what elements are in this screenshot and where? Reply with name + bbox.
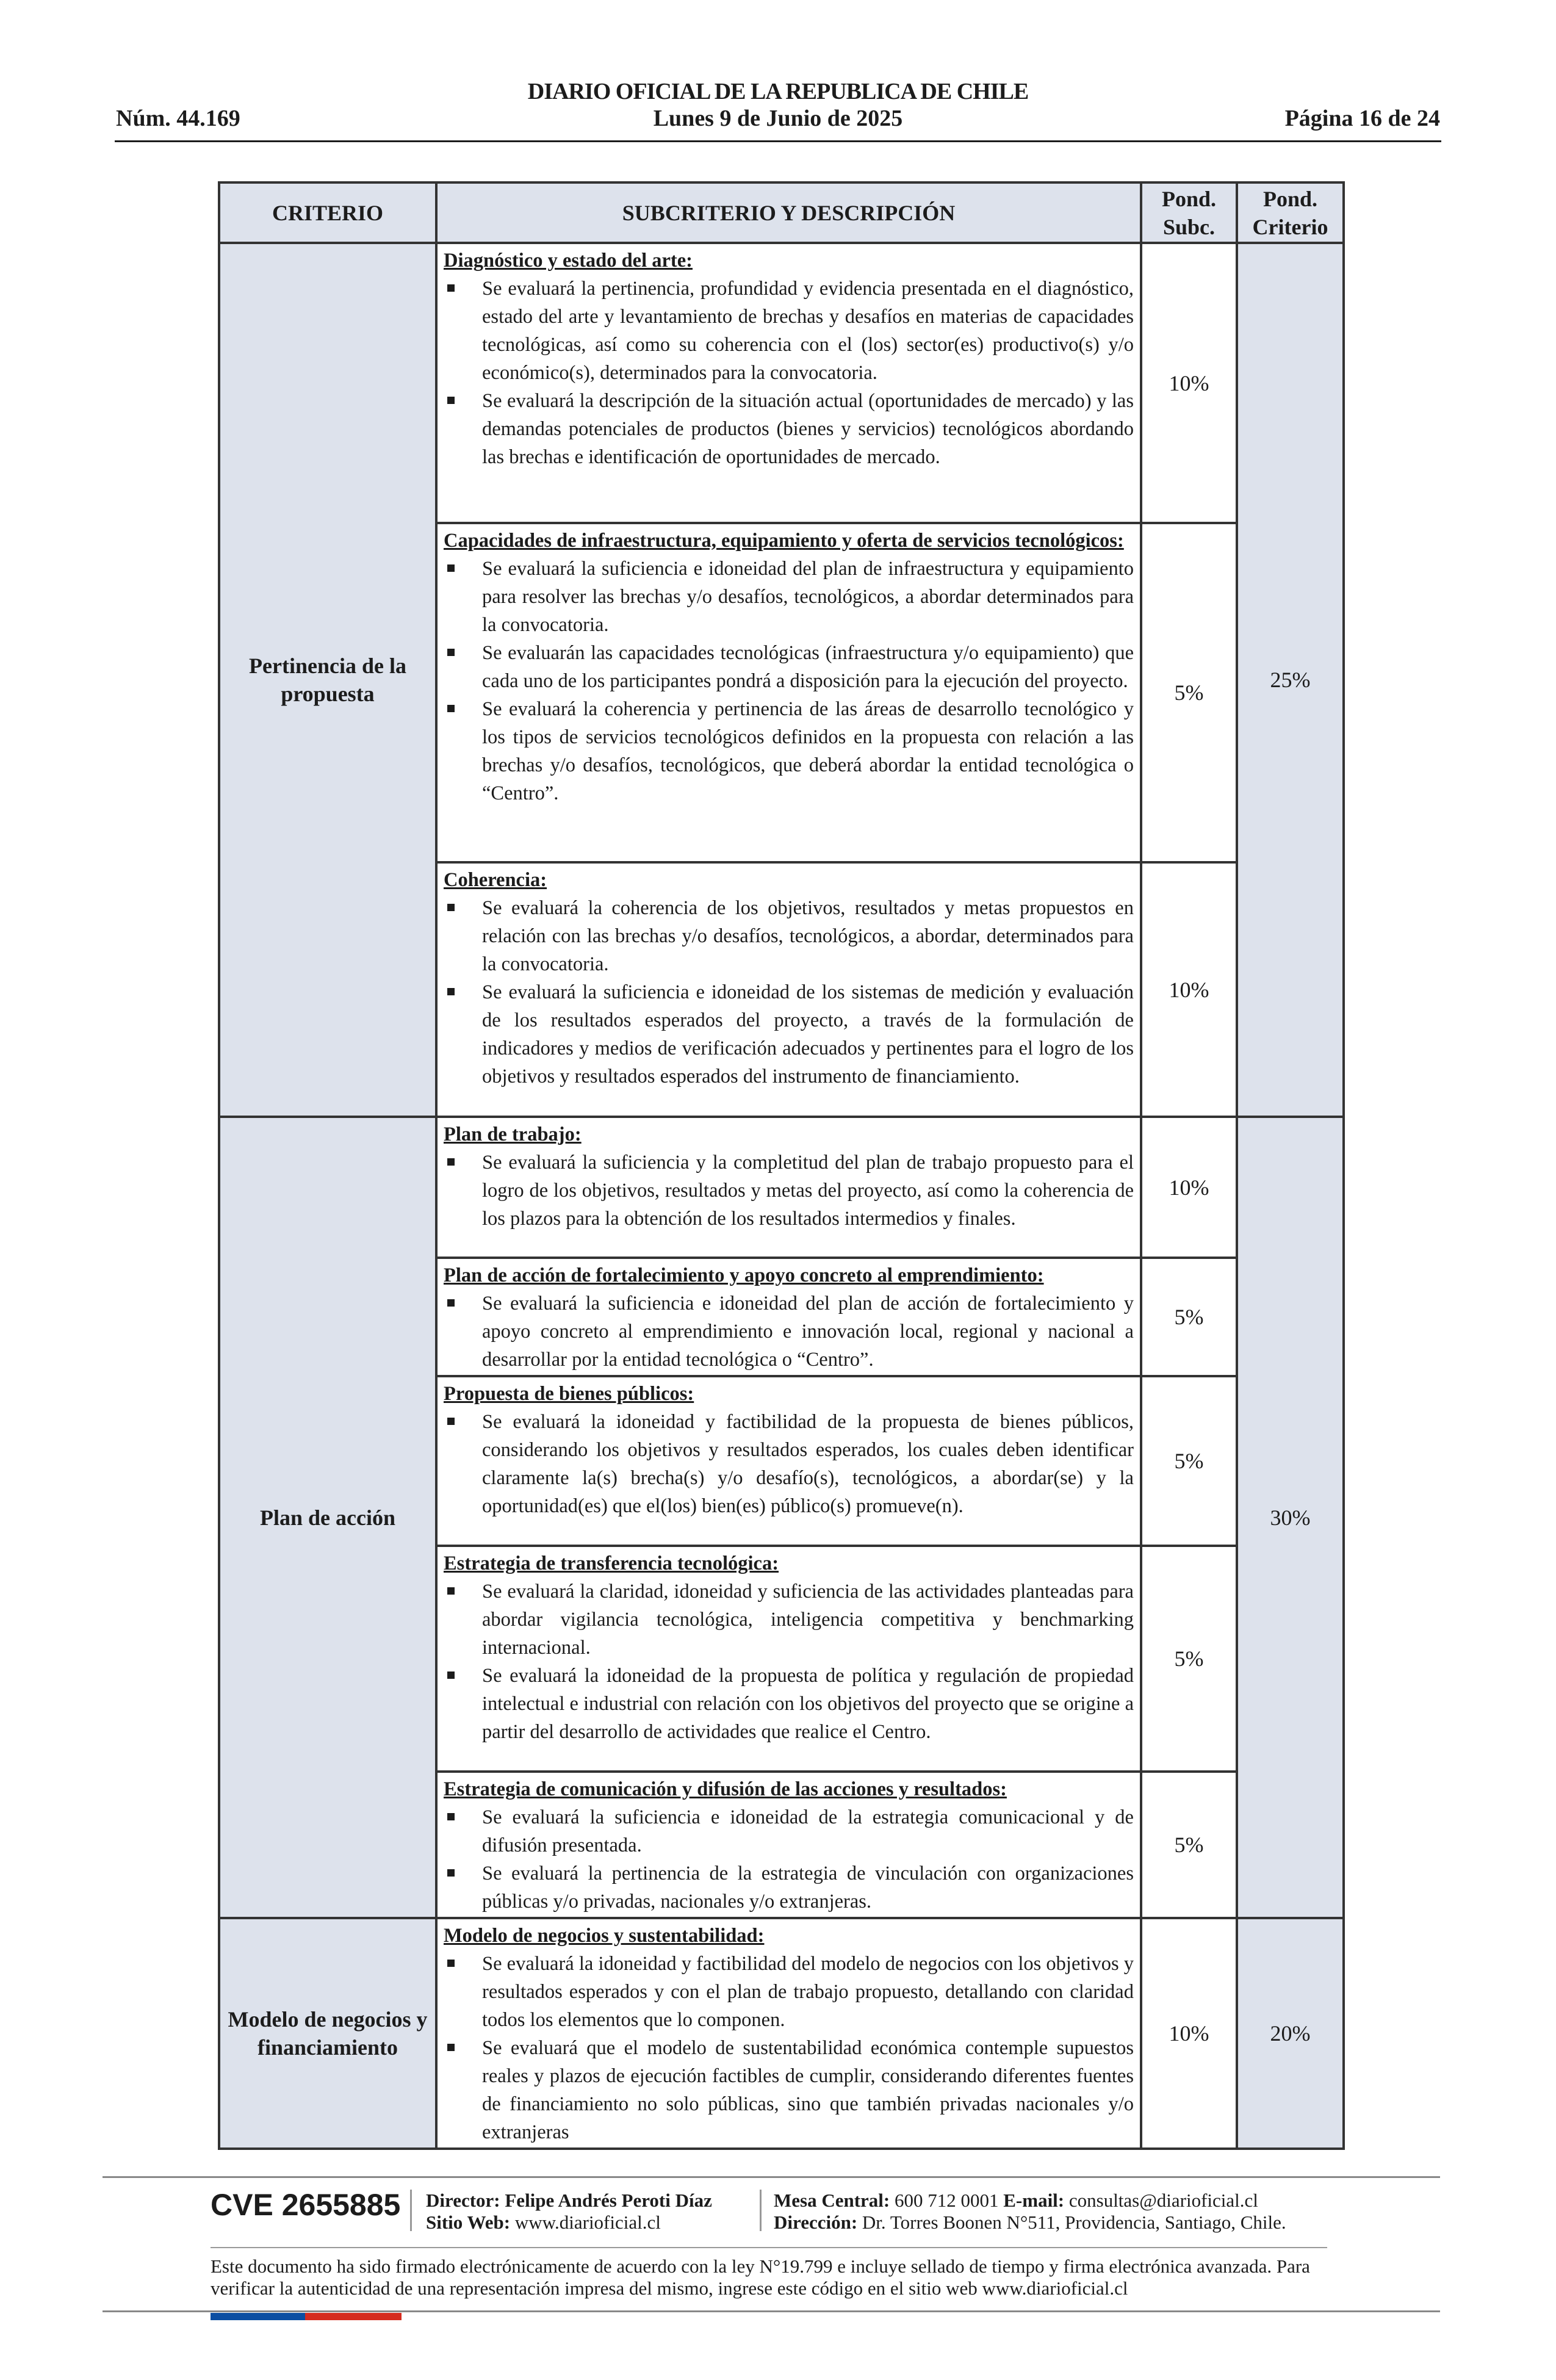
subcriterion-title: Estrategia de transferencia tecnológica: bbox=[444, 1552, 779, 1574]
list-item: Se evaluará la pertinencia de la estrategia de vinculación con organizaciones públicas y/o privadas, nacionales y/o extranjeras. bbox=[444, 1859, 1134, 1916]
issue-date: Lunes 9 de Junio de 2025 bbox=[653, 106, 903, 131]
subcriterion-description bbox=[436, 1376, 1141, 1546]
legal-notice: Este documento ha sido firmado electrónicamente de acuerdo con la ley N°19.799 e incluye sellado de tiempo y firma electrónica avanzada. Para verificar la autenticidad de una representación impresa del mismo, ingrese este código en el sitio web www.diarioficial.cl bbox=[211, 2256, 1310, 2299]
list-item: Se evaluará la suficiencia e idoneidad del plan de acción de fortalecimiento y apoyo concreto al emprendimiento e innovación local, regional y nacional a desarrollar por la entidad tecnológica o “Centro”. bbox=[444, 1289, 1134, 1374]
list-item: Se evaluará la coherencia y pertinencia de las áreas de desarrollo tecnológico y los tipos de servicios tecnológicos definidos en la propuesta con relación a las brechas y/o desafíos, tecnológicos, que deberá abordar la entidad tecnológica o “Centro”. bbox=[444, 695, 1134, 807]
bullet-square-icon bbox=[447, 397, 455, 404]
address-line: Dirección: Dr. Torres Boonen N°511, Providencia, Santiago, Chile. bbox=[774, 2212, 1286, 2233]
criterion-weight: 25% bbox=[1237, 243, 1344, 1117]
issue-number: Núm. 44.169 bbox=[116, 106, 240, 131]
subcriterion-weight: 5% bbox=[1141, 1772, 1237, 1918]
bullet-square-icon bbox=[447, 1299, 455, 1307]
subcriterion-title: Coherencia: bbox=[444, 869, 547, 891]
table-header-row bbox=[219, 182, 1344, 243]
subcriterion-description bbox=[436, 862, 1141, 1117]
subcriterion-description bbox=[436, 243, 1141, 523]
subcriterion-title: Estrategia de comunicación y difusión de las acciones y resultados: bbox=[444, 1778, 1007, 1800]
newspaper-title: DIARIO OFICIAL DE LA REPUBLICA DE CHILE bbox=[527, 79, 1029, 104]
subcriterion-weight: 10% bbox=[1141, 862, 1237, 1117]
bullet-square-icon bbox=[447, 705, 455, 712]
subcriterion-title: Modelo de negocios y sustentabilidad: bbox=[444, 1925, 765, 1947]
bullet-square-icon bbox=[447, 1869, 455, 1877]
table-row bbox=[219, 1117, 1344, 1258]
bullet-square-icon bbox=[447, 1960, 455, 1967]
table-row bbox=[219, 1918, 1344, 2149]
bullet-square-icon bbox=[447, 1587, 455, 1595]
subcriterion-weight: 10% bbox=[1141, 243, 1237, 523]
column-header-pond-subc: Pond. Subc. bbox=[1141, 182, 1237, 243]
subcriterion-description bbox=[436, 1117, 1141, 1258]
footer-contact-block bbox=[774, 2190, 1286, 2234]
subcriterion-title: Capacidades de infraestructura, equipamiento y oferta de servicios tecnológicos: bbox=[444, 530, 1124, 552]
list-item: Se evaluará la suficiencia e idoneidad de los sistemas de medición y evaluación de los resultados esperados del proyecto, a través de la formulación de indicadores y medios de verificación adecuados y pertinentes para el logro de los objetivos y resultados esperados del instrumento de financiamiento. bbox=[444, 978, 1134, 1091]
subcriterion-description bbox=[436, 1546, 1141, 1772]
evaluation-criteria-table bbox=[218, 181, 1345, 2150]
list-item: Se evaluará la coherencia de los objetivos, resultados y metas propuestos en relación con las brechas y/o desafíos, tecnológicos, a abordar, determinados para la convocatoria. bbox=[444, 894, 1134, 978]
subcriterion-weight: 5% bbox=[1141, 1258, 1237, 1376]
subcriterion-weight: 10% bbox=[1141, 1918, 1237, 2149]
bullet-square-icon bbox=[447, 284, 455, 292]
list-item: Se evaluará que el modelo de sustentabilidad económica contemple supuestos reales y plazos de ejecución factibles de cumplir, considerando diferentes fuentes de financiamiento no solo públicas, sino que también privadas nacionales y/o extranjeras bbox=[444, 2034, 1134, 2146]
bullet-square-icon bbox=[447, 1813, 455, 1820]
subcriterion-title: Plan de acción de fortalecimiento y apoyo concreto al emprendimiento: bbox=[444, 1264, 1044, 1286]
footer-director-block bbox=[426, 2190, 712, 2234]
subcriterion-weight: 5% bbox=[1141, 1376, 1237, 1546]
footer-rule bbox=[103, 2176, 1440, 2178]
list-item: Se evaluará la idoneidad de la propuesta de política y regulación de propiedad intelectual e industrial con relación con los objetivos del proyecto que se origine a partir del desarrollo de actividades que realice el Centro. bbox=[444, 1662, 1134, 1746]
list-item: Se evaluará la pertinencia, profundidad y evidencia presentada en el diagnóstico, estado del arte y levantamiento de brechas y desafíos en materias de capacidades tecnológicas, así como su coherencia con el (los) sector(es) productivo(s) y/o económico(s), determinados para la convocatoria. bbox=[444, 275, 1134, 387]
bullet-square-icon bbox=[447, 1158, 455, 1166]
table-row bbox=[219, 243, 1344, 523]
cve-code: CVE 2655885 bbox=[211, 2188, 401, 2222]
footer-divider bbox=[760, 2190, 762, 2231]
column-header-pond-criterio: Pond. Criterio bbox=[1237, 182, 1344, 243]
bullet-square-icon bbox=[447, 649, 455, 656]
subcriterion-weight: 5% bbox=[1141, 523, 1237, 862]
list-item: Se evaluará la idoneidad y factibilidad de la propuesta de bienes públicos, considerando los objetivos y resultados esperados, los cuales deben identificar claramente la(s) brecha(s) y/o desafío(s), tecnológicos, a abordar(se) y la oportunidad(es) que el(los) bien(es) público(s) promueve(n). bbox=[444, 1408, 1134, 1520]
subcriterion-title: Diagnóstico y estado del arte: bbox=[444, 250, 693, 272]
list-item: Se evaluará la suficiencia y la completitud del plan de trabajo propuesto para el logro de los objetivos, resultados y metas del proyecto, así como la coherencia de los plazos para la obtención de los resultados intermedios y finales. bbox=[444, 1149, 1134, 1233]
list-item: Se evaluará la claridad, idoneidad y suficiencia de las actividades planteadas para abordar vigilancia tecnológica, inteligencia competitiva y benchmarking internacional. bbox=[444, 1578, 1134, 1662]
bullet-square-icon bbox=[447, 564, 455, 572]
director-line: Director: Felipe Andrés Peroti Díaz bbox=[426, 2190, 712, 2211]
list-item: Se evaluará la suficiencia e idoneidad de la estrategia comunicacional y de difusión presentada. bbox=[444, 1803, 1134, 1859]
bullet-square-icon bbox=[447, 2044, 455, 2051]
website-line: Sitio Web: www.diarioficial.cl bbox=[426, 2212, 661, 2233]
footer-rule bbox=[103, 2310, 1440, 2312]
website-link[interactable]: www.diarioficial.cl bbox=[514, 2212, 661, 2233]
email-link[interactable]: consultas@diarioficial.cl bbox=[1068, 2190, 1258, 2211]
criterion-weight: 20% bbox=[1237, 1918, 1344, 2149]
subcriterion-description bbox=[436, 1258, 1141, 1376]
bullet-square-icon bbox=[447, 1671, 455, 1679]
list-item: Se evaluará la descripción de la situación actual (oportunidades de mercado) y las demandas potenciales de productos (bienes y servicios) tecnológicos abordando las brechas e identificación de oportunidades de mercado. bbox=[444, 387, 1134, 471]
list-item: Se evaluará la suficiencia e idoneidad del plan de infraestructura y equipamiento para resolver las brechas y/o desafíos, tecnológicos, a abordar determinados para la convocatoria. bbox=[444, 555, 1134, 639]
bullet-square-icon bbox=[447, 904, 455, 911]
subcriterion-weight: 5% bbox=[1141, 1546, 1237, 1772]
list-item: Se evaluarán las capacidades tecnológicas (infraestructura y/o equipamiento) que cada uno de los participantes pondrá a disposición para la ejecución del proyecto. bbox=[444, 639, 1134, 695]
subcriterion-description bbox=[436, 1772, 1141, 1918]
criterion-name: Modelo de negocios y financiamiento bbox=[219, 1918, 436, 2149]
contact-line: Mesa Central: 600 712 0001 E-mail: consultas@diarioficial.cl bbox=[774, 2190, 1258, 2211]
footer-rule bbox=[211, 2247, 1327, 2248]
footer-divider bbox=[410, 2190, 412, 2231]
subcriterion-title: Plan de trabajo: bbox=[444, 1123, 582, 1145]
subcriterion-title: Propuesta de bienes públicos: bbox=[444, 1383, 694, 1405]
criterion-weight: 30% bbox=[1237, 1117, 1344, 1918]
bullet-square-icon bbox=[447, 988, 455, 995]
list-item: Se evaluará la idoneidad y factibilidad del modelo de negocios con los objetivos y resultados esperados y con el plan de trabajo propuesto, detallando con claridad todos los elementos que lo componen. bbox=[444, 1950, 1134, 2034]
subcriterion-description bbox=[436, 523, 1141, 862]
bullet-square-icon bbox=[447, 1418, 455, 1425]
flag-stripe-blue bbox=[211, 2313, 305, 2320]
column-header-criterio: CRITERIO bbox=[219, 182, 436, 243]
subcriterion-description bbox=[436, 1918, 1141, 2149]
header-rule bbox=[115, 140, 1441, 142]
subcriterion-weight: 10% bbox=[1141, 1117, 1237, 1258]
criterion-name: Pertinencia de la propuesta bbox=[219, 243, 436, 1117]
column-header-subcriterio: SUBCRITERIO Y DESCRIPCIÓN bbox=[436, 182, 1141, 243]
criterion-name: Plan de acción bbox=[219, 1117, 436, 1918]
page-number: Página 16 de 24 bbox=[1284, 106, 1440, 131]
flag-stripe-red bbox=[305, 2313, 402, 2320]
